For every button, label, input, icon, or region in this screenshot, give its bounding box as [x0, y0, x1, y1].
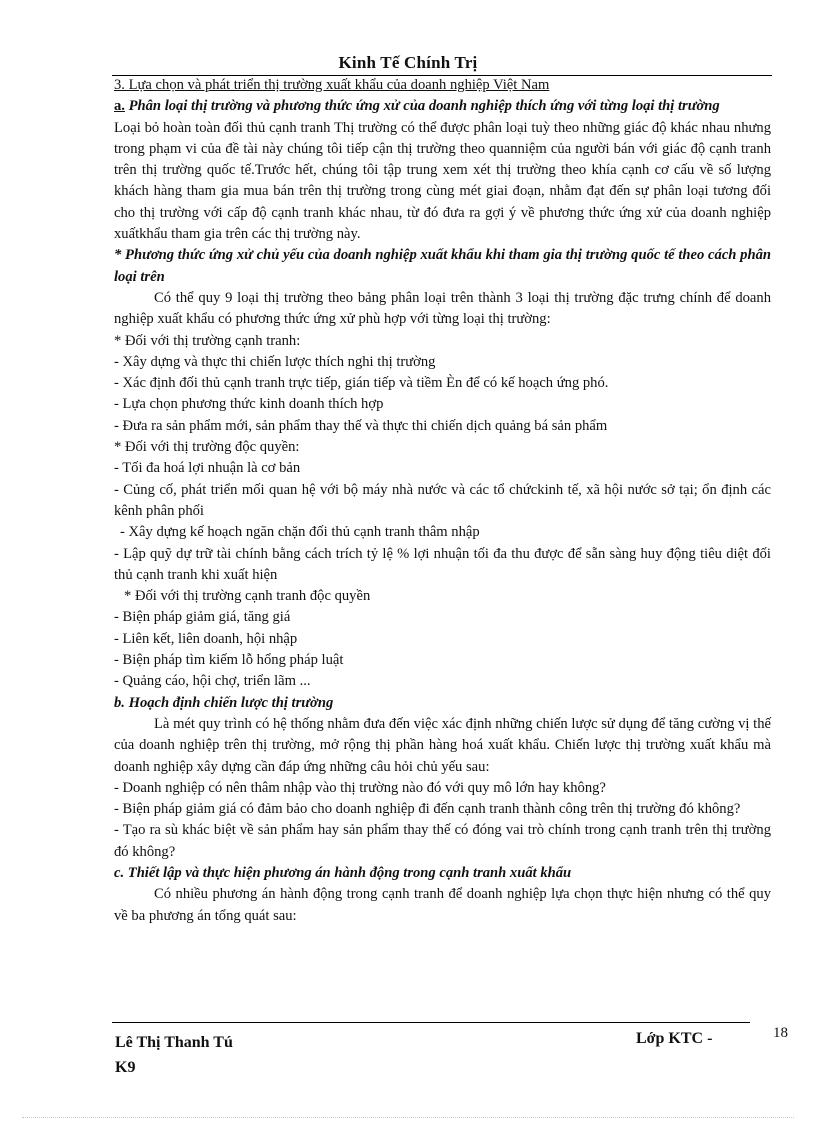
- list-item: - Tạo ra sù khác biệt về sản phẩm hay sản phẩm thay thế có đóng vai trò chính trong cạnh tranh trên thị trường đó không?: [114, 822, 771, 860]
- footer-divider: [112, 1022, 750, 1023]
- subsection-a-heading: [114, 96, 771, 117]
- footer-author: Lê Thị Thanh Tú: [115, 1034, 233, 1051]
- list-item: - Biện pháp tìm kiếm lỗ hổng pháp luật: [114, 652, 344, 669]
- paragraph-a: Loại bỏ hoàn toàn đối thủ cạnh tranh Thị trường có thể được phân loại tuỳ theo những giác độ khác nhau nhưng trong phạm vi của đề tài này chúng tôi tiếp cận thị trường theo quanniệm của người bán với giác độ cạnh tranh trên thị trường quốc tế.Trước hết, chúng tôi tập trung xem xét thị trường theo khía cạnh cơ cấu về số lượng khách hàng tham gia mua bán trên thị trường trong cùng mét giai đoạn, nhằm đạt đến sự phân loại tương đối cho thị trường với cấp độ cạnh tranh khác nhau, từ đó đưa ra gợi ý về phương thức ứng xử của doanh nghiệp xuấtkhẩu tham gia trên các thị trường này.: [114, 119, 771, 243]
- list-item: - Củng cố, phát triển mối quan hệ với bộ máy nhà nước và các tổ chứckinh tế, xã hội nước sở tại; ổn định các kênh phân phối: [114, 481, 771, 519]
- monopolistic-label: * Đối với thị trường cạnh tranh độc quyền: [124, 588, 371, 605]
- list-item: - Xây dựng và thực thi chiến lược thích nghi thị trường: [114, 353, 436, 370]
- list-item: - Liên kết, liên doanh, hội nhập: [114, 630, 298, 647]
- list-item: - Xác định đối thủ cạnh tranh trực tiếp, gián tiếp và tiềm Èn để có kế hoạch ứng phó.: [114, 375, 609, 392]
- footer-author-block: [115, 1030, 233, 1080]
- subsection-c-heading: c. Thiết lập và thực hiện phương án hành động trong cạnh tranh xuất khẩu: [114, 864, 572, 881]
- list-item: - Lựa chọn phương thức kinh doanh thích hợp: [114, 396, 384, 413]
- list-item: - Doanh nghiệp có nên thâm nhập vào thị trường nào đó với quy mô lớn hay không?: [114, 779, 606, 796]
- subsection-b-heading: b. Hoạch định chiến lược thị trường: [114, 694, 334, 711]
- section-heading: 3. Lựa chọn và phát triển thị trường xuất khẩu của doanh nghiệp Việt Nam: [114, 77, 550, 93]
- list-item: - Tối đa hoá lợi nhuận là cơ bản: [114, 460, 301, 477]
- subsection-a-label: a.: [114, 98, 125, 115]
- list-item: - Xây dựng kế hoạch ngăn chặn đối thủ cạnh tranh thâm nhập: [120, 524, 480, 541]
- paragraph-star: Có thể quy 9 loại thị trường theo bảng phân loại trên thành 3 loại thị trường đặc trưng chính để doanh nghiệp xuất khẩu có phương thức ứng xử phù hợp với từng loại thị trường:: [114, 289, 771, 328]
- list-item: - Lập quỹ dự trữ tài chính bằng cách trích tỷ lệ % lợi nhuận tối đa thu được để sẵn sàng huy động tiêu diệt đối thủ cạnh tranh khi xuất hiện: [114, 545, 771, 583]
- list-item: - Quảng cáo, hội chợ, triển lãm ...: [114, 673, 311, 690]
- subsection-a-title: Phân loại thị trường và phương thức ứng xử của doanh nghiệp thích ứng với từng loại thị trường: [128, 98, 720, 115]
- list-item: - Biện pháp giảm giá có đảm bảo cho doanh nghiệp đi đến cạnh tranh thành công trên thị trường đó không?: [114, 801, 741, 818]
- footer-class: Lớp KTC -: [636, 1030, 713, 1047]
- paragraph-c: Có nhiều phương án hành động trong cạnh tranh để doanh nghiệp lựa chọn thực hiện nhưng có thể quy về ba phương án tổng quát sau:: [114, 886, 771, 924]
- footer-course: K9: [115, 1059, 136, 1076]
- page-header-title: Kinh Tế Chính Trị: [338, 53, 478, 72]
- star-heading: * Phương thức ứng xử chủ yếu của doanh nghiệp xuất khẩu khi tham gia thị trường quốc tế theo cách phân loại trên: [114, 247, 771, 285]
- page-number: 18: [773, 1025, 788, 1041]
- paragraph-b: Là mét quy trình có hệ thống nhằm đưa đến việc xác định những chiến lược sử dụng để tăng cường vị thế của doanh nghiệp trên thị trường, mở rộng thị phần hàng hoá xuất khẩu. Chiến lược thị trường xuất khẩu mà doanh nghiệp xây dựng cần đáp ứng những câu hỏi chủ yếu sau:: [114, 715, 771, 775]
- list-item: - Biện pháp giảm giá, tăng giá: [114, 609, 291, 626]
- monopoly-label: * Đối với thị trường độc quyền:: [114, 439, 300, 456]
- document-body: [114, 75, 771, 927]
- page-bottom-border: [22, 1117, 794, 1118]
- list-item: - Đưa ra sản phẩm mới, sản phẩm thay thế và thực thi chiến dịch quảng bá sản phẩm: [114, 417, 608, 434]
- competitive-label: * Đối với thị trường cạnh tranh:: [114, 332, 301, 349]
